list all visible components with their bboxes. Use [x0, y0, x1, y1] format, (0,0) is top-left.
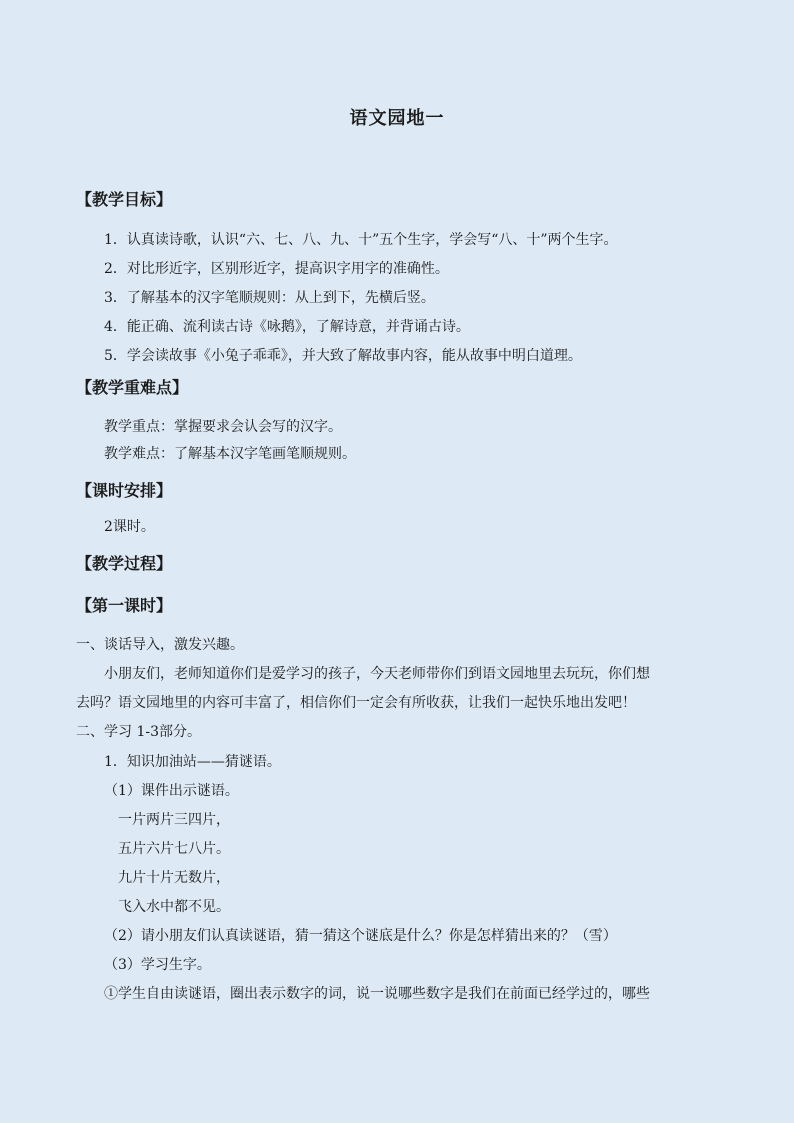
- schedule-heading: 【课时安排】: [76, 481, 173, 500]
- body-line: ①学生自由读谜语，圈出表示数字的词，说一说哪些数字是我们在前面已经学过的，哪些: [104, 986, 650, 1002]
- body-line: （3）学习生字。: [104, 957, 211, 973]
- body-line: 二、学习 1-3部分。: [76, 724, 201, 740]
- body-line: 去吗？语文园地里的内容可丰富了，相信你们一定会有所收获，让我们一起快乐地出发吧！: [76, 695, 636, 711]
- riddle-line: 九片十片无数片，: [118, 870, 230, 886]
- body-line: （1）课件出示谜语。: [104, 783, 239, 799]
- riddle-line: 五片六片七八片。: [118, 841, 230, 857]
- keypoint-item: 教学难点：了解基本汉字笔画笔顺规则。: [104, 446, 356, 462]
- schedule-text: 2课时。: [104, 519, 155, 535]
- body-line: （2）请小朋友们认真读谜语，猜一猜这个谜底是什么？你是怎样猜出来的？（雪）: [104, 928, 617, 944]
- keypoint-item: 教学重点：掌握要求会认会写的汉字。: [104, 419, 342, 435]
- body-line: 小朋友们，老师知道你们是爱学习的孩子，今天老师带你们到语文园地里去玩玩，你们想: [104, 666, 650, 682]
- goal-item: 4．能正确、流利读古诗《咏鹅》，了解诗意，并背诵古诗。: [104, 319, 470, 335]
- goal-item: 2．对比形近字，区别形近字，提高识字用字的准确性。: [104, 261, 449, 277]
- riddle-line: 一片两片三四片，: [118, 812, 230, 828]
- body-line: 1．知识加油站——猜谜语。: [104, 754, 281, 770]
- goal-item: 1．认真读诗歌，认识“六、七、八、九、十”五个生字，学会写“八、十”两个生字。: [104, 232, 618, 248]
- page-title: 语文园地一: [349, 108, 445, 129]
- goal-item: 3．了解基本的汉字笔顺规则：从上到下，先横后竖。: [104, 290, 435, 306]
- process-heading: 【教学过程】: [76, 554, 173, 573]
- goal-item: 5．学会读故事《小兔子乖乖》，并大致了解故事内容，能从故事中明白道理。: [104, 348, 582, 364]
- riddle-line: 飞入水中都不见。: [118, 899, 230, 915]
- body-line: 一、谈话导入，激发兴趣。: [76, 637, 244, 653]
- goals-heading: 【教学目标】: [76, 190, 173, 209]
- lesson1-heading: 【第一课时】: [76, 596, 173, 615]
- keypoints-heading: 【教学重难点】: [76, 378, 189, 397]
